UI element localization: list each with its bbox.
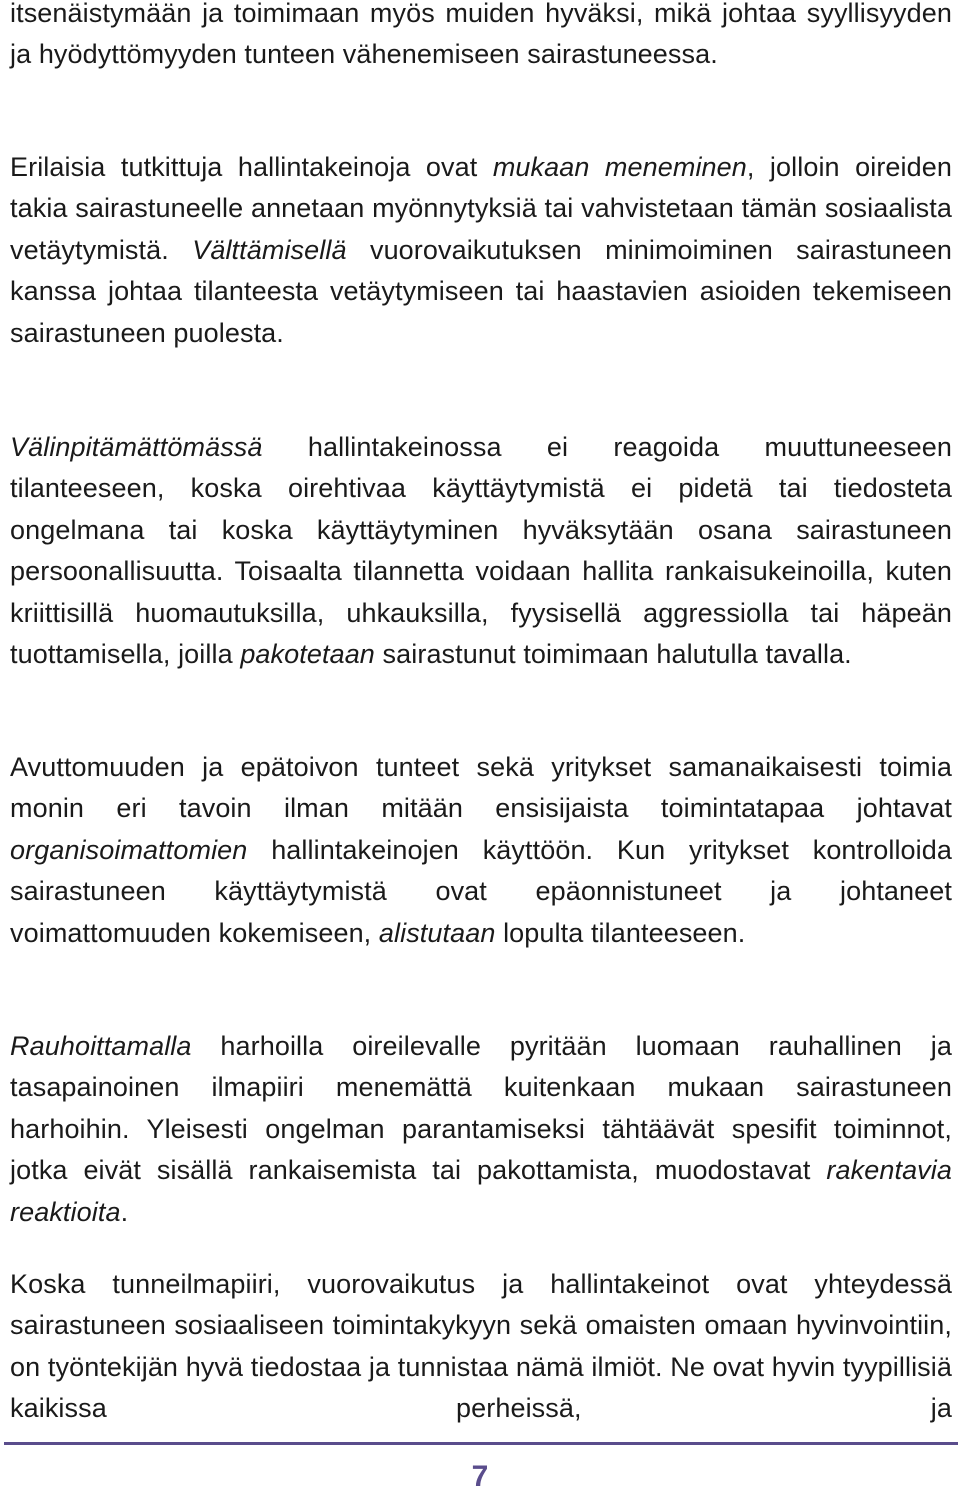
paragraph-2 (10, 147, 952, 354)
text-run: hallintakeinossa ei reagoida muuttuneeseen tilanteeseen, koska oirehtivaa käyttäytymistä ei pidetä tai tiedosteta ongelmana tai koska käyttäytyminen hyväksytään osana sairastuneen persoonallisuutta. Toisaalta tilannetta voidaan hallita rankaisukeinoilla, kuten kriittisillä huomautuksilla, uhkauksilla, fyysisellä aggressiolla tai häpeän tuottamisella, joilla (10, 432, 952, 670)
paragraph-1 (10, 0, 952, 76)
text-run: organisoimattomien (10, 834, 248, 865)
footer-divider (4, 1442, 958, 1445)
text-run: mukaan meneminen (492, 152, 747, 182)
paragraph-6 (10, 1264, 952, 1430)
text-run: harhoilla oireilevalle pyritään luomaan rauhallinen ja tasapainoinen ilmapiiri menemättä kuitenkaan mukaan sairastuneen harhoihin. Yleisesti ongelman parantamiseksi tähtäävät spesifit toiminnot, jotka eivät sisällä rankaisemista tai pakottamista, muodostavat (10, 1031, 952, 1186)
text-run: Koska tunneilmapiiri, vuorovaikutus ja hallintakeinot ovat yhteydessä sairastuneen sosiaaliseen toimintakykyyn sekä omaisten omaan hyvinvointiin, on työntekijän hyvä tiedostaa ja tunnistaa nämä ilmiöt. Ne ovat hyvin tyypillisiä kaikissa perheissä, ja (10, 1269, 952, 1424)
text-run: , jolloin oireiden takia sairastuneelle annetaan myönnytyksiä tai vahvistetaan tämän sosiaalista vetäytymistä. (10, 152, 952, 265)
text-run: pakotetaan (240, 639, 375, 670)
text-run: rakentavia reaktioita (10, 1155, 952, 1227)
text-run: itsenäistymään ja toimimaan myös muiden hyväksi, mikä johtaa syyllisyyden ja hyödyttömyyden tunteen vähenemiseen sairastuneessa. (10, 0, 952, 70)
text-run: Välttämisellä (192, 234, 347, 265)
text-run: Rauhoittamalla (10, 1031, 192, 1061)
page-number: 7 (471, 1460, 489, 1493)
text-run: Erilaisia tutkittuja hallintakeinoja ovat (10, 152, 493, 182)
text-run: hallintakeinojen käyttöön. Kun yritykset kontrolloida sairastuneen käyttäytymistä ovat epäonnistuneet ja johtaneet voimattomuuden kokemiseen, (10, 834, 952, 948)
text-run: sairastunut toimimaan halutulla tavalla. (374, 639, 852, 670)
text-run: lopulta tilanteeseen. (495, 917, 746, 948)
text-run: vuorovaikutuksen minimoiminen sairastuneen kanssa johtaa tilanteesta vetäytymiseen tai haastavien asioiden tekemiseen sairastuneen puolesta. (10, 234, 952, 348)
paragraph-4 (10, 747, 952, 954)
paragraph-5 (10, 1026, 952, 1233)
text-run: . (120, 1196, 129, 1227)
paragraph-3 (10, 427, 952, 675)
text-run: Avuttomuuden ja epätoivon tunteet sekä yritykset samanaikaisesti toimia monin eri tavoin ilman mitään ensisijaista toimintatapaa johtavat (10, 752, 952, 824)
text-run: Välinpitämättömässä (10, 432, 263, 462)
text-run: alistutaan (378, 917, 496, 948)
